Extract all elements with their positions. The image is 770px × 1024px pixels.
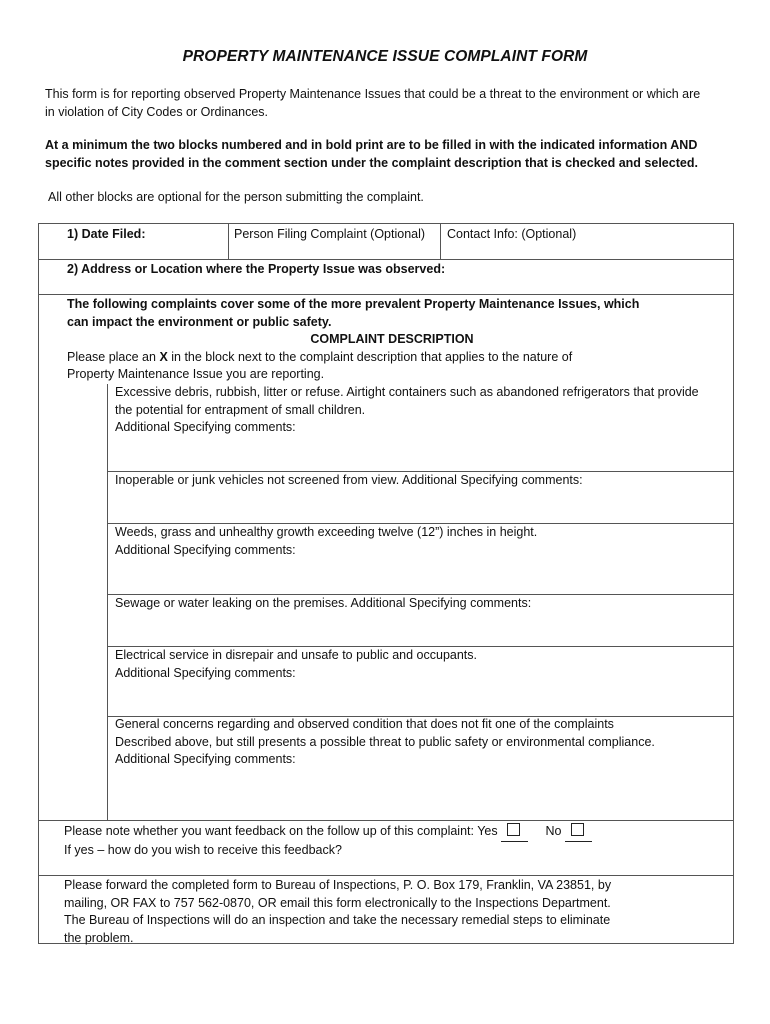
weeds-line1: Weeds, grass and unhealthy growth exceeding twelve (12”) inches in height. [115,525,538,539]
date-filed-field[interactable] [39,224,229,259]
intro-p2-line2: specific notes provided in the comment section under the complaint description that is checked and selected. [45,155,698,170]
feedback-no-box[interactable] [565,823,592,842]
complaints-intro-line1: The following complaints cover some of the more prevalent Property Maintenance Issues, which [67,297,640,311]
complaint-item-weeds[interactable] [107,523,733,595]
complaints-intro-line2: can impact the environment or public safety. [67,314,332,329]
row-date-person-contact [39,224,733,260]
person-filing-label: Person Filing Complaint (Optional) [234,227,426,241]
intro-p1-line1: This form is for reporting observed Property Maintenance Issues that could be a threat to the environment or which are [45,87,701,101]
debris-line3: Additional Specifying comments: [115,420,296,434]
address-field[interactable] [39,259,733,295]
complaint-checkbox-column [39,384,108,820]
intro-paragraph-2 [45,137,735,172]
complaints-instruction-line4: Property Maintenance Issue you are reporting. [67,367,325,381]
no-checkbox[interactable] [571,823,584,836]
debris-line1: Excessive debris, rubbish, litter or refuse. Airtight containers such as abandoned refrigerators that provide [115,385,699,399]
intro-p2-line1: At a minimum the two blocks numbered and in bold print are to be filled in with the indicated information AND [45,138,698,152]
page-title: PROPERTY MAINTENANCE ISSUE COMPLAINT FORM [182,48,588,65]
footer-line4: the problem. [64,930,134,945]
complaint-description-heading: COMPLAINT DESCRIPTION [310,332,474,346]
submission-instructions [39,875,733,943]
general-line2: Described above, but still presents a possible threat to public safety or environmental compliance. [115,734,655,749]
sewage-line1: Sewage or water leaking on the premises. Additional Specifying comments: [115,596,532,610]
complaints-instruction-line3: Please place an X in the block next to the complaint description that applies to the nature of [67,349,573,364]
debris-line2: the potential for entrapment of small children. [115,402,366,417]
feedback-question-text: Please note whether you want feedback on the follow up of this complaint: Yes [64,824,498,838]
footer-line1: Please forward the completed form to Bureau of Inspections, P. O. Box 179, Franklin, VA 23851, by [64,878,612,892]
footer-line2: mailing, OR FAX to 757 562-0870, OR email this form electronically to the Inspections Department. [64,895,611,910]
complaint-item-general[interactable] [107,716,733,820]
general-line3: Additional Specifying comments: [115,752,296,766]
electrical-line2: Additional Specifying comments: [115,665,296,680]
general-line1: General concerns regarding and observed condition that does not fit one of the complaints [115,717,614,731]
feedback-section [39,820,733,876]
complaint-item-sewage[interactable] [107,594,733,647]
feedback-method-line: If yes – how do you wish to receive this feedback? [64,842,342,857]
feedback-question [64,823,724,842]
person-filing-field[interactable] [228,224,441,259]
complaint-item-vehicles[interactable] [107,471,733,524]
electrical-line1: Electrical service in disrepair and unsafe to public and occupants. [115,648,478,662]
intro-paragraph-3: All other blocks are optional for the person submitting the complaint. [48,190,424,204]
weeds-line2: Additional Specifying comments: [115,542,296,557]
complaint-item-electrical[interactable] [107,646,733,717]
footer-line3: The Bureau of Inspections will do an inspection and take the necessary remedial steps to eliminate [64,913,611,927]
intro-paragraph-1 [45,86,735,121]
date-filed-label: 1) Date Filed: [67,227,146,241]
yes-checkbox[interactable] [507,823,520,836]
feedback-yes-box[interactable] [501,823,528,842]
complaints-intro [39,294,733,384]
feedback-no-label: No [545,824,562,838]
address-label: 2) Address or Location where the Property Issue was observed: [67,262,446,276]
vehicles-line1: Inoperable or junk vehicles not screened from view. Additional Specifying comments: [115,473,583,487]
contact-info-field[interactable] [440,224,733,259]
intro-p1-line2: in violation of City Codes or Ordinances. [45,104,269,119]
complaint-item-debris[interactable] [107,384,733,472]
complaint-form-table [38,223,734,944]
contact-info-label: Contact Info: (Optional) [447,227,577,241]
